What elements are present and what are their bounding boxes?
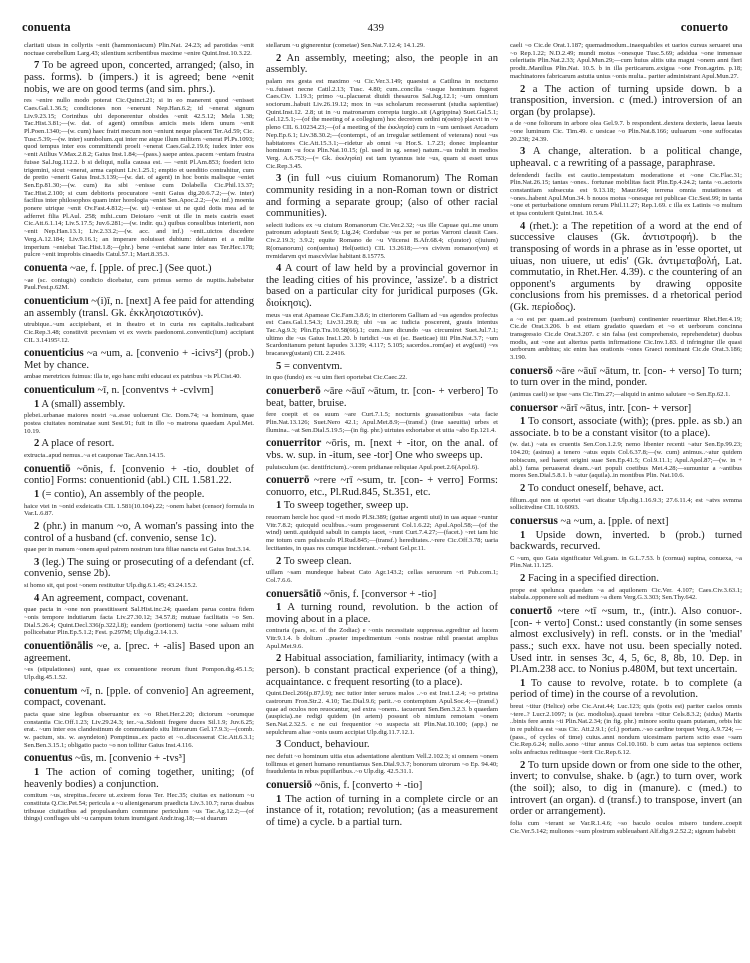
- sense-number: 4: [276, 263, 282, 275]
- headword: conuenticulum: [24, 384, 95, 397]
- citation-block: in quo (fundo) ex ~u uim fieri oportebat Cic.Caec.22.: [266, 374, 408, 382]
- column-middle: [266, 42, 498, 952]
- citation-block: prope est spelunca quaedam ~a ad aquilonem Cic.Ver. 4.107; Caes.Civ.3.63.1; stabula..opponere soli ad medium ~a diem Verg.G.3.303; Sen.Thy.642.: [510, 586, 742, 602]
- sense-number: 1: [520, 416, 526, 428]
- dictionary-entry: [510, 606, 742, 676]
- sense-definition: 1 Upside down, inverted. b (prob.) turned backwards, recurved.: [510, 529, 742, 553]
- citation-block: utrubique..~um accipiebant, et in theatro et in curia res capitalis..iudicabant Cic.Rep.3.48; constitvit pecvniam vt ex vsvris paedonomi..conventic(ium) accipiant CIL 3.14195².12.: [24, 321, 254, 344]
- entry-definition: ~āre ~āuī ~ātum, tr. [con- + verbero] To beat, batter, bruise.: [266, 386, 498, 409]
- sense-definition: 4 (rhet.): a The repetition of a word at the end of successive clauses (Gk. ἀντιστροφή). b the transposing of words in a phrase as in 'esse oportet, ut uiuas, non uiuere, ut edis' (Gk. ἀντιμεταβολή, Lat. commutatio, in Rhet.Her. 4.39). c the countering of an opponent's arguments by drawing opposite conclusions from his premisses. d a rhetorical period (Gk. περίοδος).: [510, 220, 742, 313]
- citation-block: reuorram hercle hoc quod ~ri modo Pl.St.389; (guttae argenti uiui) in uas aquae ~runtur Vitr.7.8.2; quicquid oculibus..~sum progesserunt Col.1.6.22; Apul.Apol.58;—(of the wind) uenti..quidquid sabuli in campis iacet, ~runt Curt.7.4.27;—(facet.) ~ret iam hic me totum cum pulsisculo Pl.Rud.845;—(transf.) hereditates..~rere Cic.Off.3.78; uaria lectitantes, in quas res cumque inciderant..~rebant Gel.pr.11.: [266, 514, 498, 552]
- column-right: [510, 42, 742, 952]
- entry-definition: ~a ~um, a. [convenio + -icivs²] (prob.) Met by chance.: [24, 348, 254, 371]
- dictionary-entry: [266, 780, 498, 792]
- citation-block: uillam ~sam mundeque habeat Cato Agr.143.2; cellas seruorum ~ri Pub.com.1; Col.7.6.6.: [266, 569, 498, 584]
- citation-block: stellarum ~u gignerentur (cometae) Sen.Nat.7.12.4; 14.1.29.: [266, 42, 425, 49]
- citation-block: ambae meretrices fuimus: illa te, ego hanc mihi educaui ex patribus ~is Pl.Cist.40.: [24, 373, 242, 381]
- sense-definition: 4 An agreement, compact, covenant.: [34, 592, 189, 604]
- sense-number: 2: [520, 83, 526, 95]
- sense-definition: 3 Conduct, behaviour.: [276, 739, 370, 751]
- sense-definition: 1 (= contio), An assembly of the people.: [34, 488, 205, 500]
- sense-number: 1: [276, 500, 282, 512]
- sense-definition: 2 An assembly, meeting; also, the people in an assembly.: [266, 52, 498, 76]
- dictionary-entry: [510, 516, 742, 528]
- sense-number: 3: [520, 146, 526, 158]
- page-columns: [24, 42, 742, 952]
- sense-number: 2: [520, 759, 526, 771]
- sense-number: 3: [276, 173, 282, 185]
- dictionary-entry: [24, 686, 254, 709]
- sense-number: 1: [34, 488, 40, 500]
- sense-definition: 3 A change, alteration. b a political change, upheaval. c a rewriting of a passage, paraphrase.: [510, 146, 742, 169]
- sense-definition: 3 (in full ~us ciuium Romanorum) The Roman community residing in a non-Roman town or district and forming a separate group; (also of other racial communities).: [266, 173, 498, 220]
- entry-definition: ~tere ~tī ~sum, tr., (intr.). Also conuor-. [con- + verto] Const.: used constantly (in some senses almost exclusively) in refl. consts. or in the 'medial' pass.; such exx. have not usu. been specially noted. Used intr. in senses 3c, 4, 5, 6c, 8, 8b, 10. Dep. in Pl.Am.238 acc. to Nonius p.480M, but text uncertain.: [510, 606, 742, 676]
- entry-definition: ~ī, n. [conventvs + -cvlvm]: [94, 385, 214, 397]
- headword: conuerberō: [266, 385, 321, 398]
- sense-number: 5: [276, 360, 282, 372]
- headword: conuentiō: [24, 462, 71, 475]
- sense-definition: 2 a The action of turning upside down. b a transposition, inversion. c (med.) introversion of an organ (by prolapse).: [510, 83, 742, 118]
- running-head-right: conuerto: [680, 20, 728, 34]
- headword: conuenta: [24, 261, 68, 274]
- citation-block: ~es (stipulationes) sunt, quae ex conuentione reorum fiunt Pompon.dig.45.1.5; Ulp.dig.45.1.52.: [24, 666, 254, 681]
- citation-block: meus ~us erat Apameae Cic.Fam.3.8.6; in citeriorem Galliam ad ~us agendos profectus est Caes.Gal.1.54.3; Liv.31.29.8; ubi ~us ac iudicia poscerent, grauis intentus Tac.Ag.9.3; Plin.Ep.Tra.10.58(66).1; cum..iure dicundo ~us circumiret Suet.Jul.7.1; ultimo die ~us Gaius Inst.1.20. b iuridici ~us ei (sc. Baeticae) iiii Plin.Nat.3.7; ~um Scardonitanum petunt Iapudes 3.139; 4.117; 5.105; sacerdos..rom(ae) et avg(usti) ~vs bracaravg(ustani) CIL 2.2416.: [266, 311, 498, 358]
- headword: conuersō: [510, 364, 553, 377]
- sense-number: 4: [520, 220, 526, 232]
- citation-block: quae per in manum ~onem apud patrem nostrum iura filiae nancta est Gaius Inst.3.14.: [24, 546, 251, 554]
- sense-definition: 2 Facing in a specified direction.: [520, 573, 659, 585]
- entry-definition: ~ōnis, f. [convenio + -tio, doublet of contio] Forms: conuentionid (abl.) CIL 1.581.22.: [24, 463, 254, 487]
- sense-definition: 2 To sweep clean.: [276, 555, 352, 567]
- dictionary-entry: [24, 464, 254, 487]
- dictionary-entry: [24, 296, 254, 319]
- sense-definition: 1 To sweep together, sweep up.: [276, 500, 409, 512]
- citation-block: fere coepit et os suum ~are Curt.7.1.5; nocturnis grassationibus ~ata facie Plin.Nat.13.126; Suet.Nero 42.1; Apul.Met.8.9;—(transf.) (irae saeuitia) urbes et flumina.. ~at Sen.Dial.5.19.5;—(in fig. phr.) uirtutes exhortabor et uitia ~abo Ep.121.4.: [266, 411, 498, 434]
- sense-definition: 5 = conventvm.: [276, 360, 343, 372]
- sense-number: 3: [276, 739, 282, 751]
- headword: conuentum: [24, 684, 78, 697]
- citation-block: (animus caeli) se ipse ~ans Cic.Tim.27;—aliquid in animo salutare ~o Sen.Ep.62.1.: [510, 390, 731, 398]
- sense-number: 1: [34, 767, 40, 778]
- citation-block: a ~o est per quam..ad postremum (uerbum) continenter reuertimur Rhet.Her.4.19; Cic.de Orat.3.206. b est etiam gradatio quaedam et ~o et uerborum concinna transgressio Cic.de Orat.3.207. c sin falsa (est comprehensio, reprehendetur) duobus modis, aut ~one aut alterius partis infirmatione Cic.Inv.1.83. d infringitur ille quasi uerborum ambitus; sic enim has orationis ~ones Graeci nominant Cic.de Orat.3.186; 3.190.: [510, 315, 742, 362]
- citation-block: defendendi facilis est cautio..tempestatum moderatione et ~one Cic.Flac.31; Plin.Nat.26.15; tantas ~ones.. fortunae mobilitas facit Plin.Ep.4.24.2; tanta ~o..actoris constantiam subsecuta est 9.13.18; Maur.664; terrena omnia mutationes et ~ones..habent Apul.Mun.34. b nouos motus ~onesque rei publicae Cic.Sest.99; in tanta ~one et perturbatione omnium rerum Phil.11.27; Rep.1.69. c illa ex Latinis ~o multum et ipsa contulerit Quint.Inst. 10.5.4.: [510, 171, 742, 218]
- headword: conuentiōnālis: [24, 640, 94, 653]
- page-number: 439: [367, 22, 384, 34]
- entry-definition: ~e, a. [prec. + -alis] Based upon an agreement.: [24, 641, 254, 664]
- entry-definition: ~rere ~rī ~sum, tr. [con- + verro] Forms: conuorro, etc., Pl.Rud.845, St.351, etc.: [266, 475, 498, 498]
- headword: conuersus: [510, 514, 558, 527]
- dictionary-entry: [510, 366, 742, 389]
- headword: conuenticius: [24, 347, 84, 360]
- citation-block: comitum ~us, strepitus..fecere ut..exirem foras Ter. Hec.35; ciuitas ex nationum ~u constituta Q.Cic.Pet.54; pericula a ~u alienigenarum praedicta Liv.3.10.7; rarus duabus tribusue ciuitatibus ad propulsandum commune periculum ~us Tac.Ag.12.2;—(of things) confluges ubi ~u campum totum inumigant Andr.trag.18;—si duarum: [24, 792, 254, 823]
- dictionary-entry: [24, 263, 254, 275]
- headword: conuenticium: [24, 294, 89, 307]
- entry-definition: ~ōris, m. [next + -itor, on the anal. of vbs. w. sup. in -itum, see -tor] One who sweeps up.: [266, 438, 498, 461]
- sense-number: 2: [520, 482, 526, 494]
- headword: conuentus: [24, 752, 73, 765]
- running-head-left: conuenta: [22, 20, 71, 34]
- headword: conuersātiō: [266, 587, 322, 600]
- sense-number: 1: [34, 398, 40, 410]
- sense-number: 1: [276, 602, 282, 614]
- entry-definition: ~ārī ~ātus, intr. [con- + versor]: [557, 402, 692, 414]
- sense-number: 4: [34, 592, 40, 604]
- citation-block: plebei..urbanae maiores nostri ~a..esse uoluerunt Cic. Dom.74; ~a hominum, quae postea ciuitates nominatae sunt Sest.91; fuit in illo ~o matrona quaedam Apul.Met. 10.19.: [24, 412, 254, 435]
- citation-block: haice vtei in ~onid exdeicatis CIL 1.581(10.104).22; ~onem habet (censor) formula in Var.L.6.87.: [24, 502, 254, 518]
- headword: conuertō: [510, 605, 553, 618]
- headword: conuersiō: [266, 779, 312, 792]
- entry-definition: ~ōnis, f. [converto + -tio]: [312, 780, 423, 792]
- dictionary-entry: [266, 475, 498, 498]
- entry-definition: ~a ~um, a. [pple. of next]: [557, 515, 669, 527]
- running-head: [22, 20, 728, 36]
- entry-definition: ~ae, f. [pple. of prec.] (See quot.): [67, 262, 212, 274]
- sense-definition: 2 To conduct oneself, behave, act.: [520, 482, 664, 494]
- entry-definition: ~āre ~āuī ~ātum, tr. [con- + verso] To turn; to turn over in the mind, ponder.: [510, 365, 742, 389]
- citation-block: claritati uisus in collyriis ~enit (hammoniacum) Plin.Nat. 24.23; ad parotidas ~enit noctuae cerebellum Larg.43; silentium scribentibus maxime ~enire Quint.Inst.10.3.22.: [24, 42, 254, 57]
- sense-number: 2: [276, 52, 282, 64]
- sense-definition: 1 The action of turning in a complete circle or an instance of it, rotation; revolution; (as a measurement of time) a cycle. b a partial turn.: [266, 793, 498, 828]
- sense-definition: 1 A (small) assembly.: [34, 398, 126, 410]
- sense-number: 7: [34, 60, 40, 72]
- sense-definition: 7 To be agreed upon, concerted, arranged; (also, in pass. forms). b (impers.) it is agreed; bene ~enit nobis, we are on good terms (and sim. phrs.).: [24, 60, 254, 95]
- entry-definition: ~ūs, m. [convenio + -tvs³]: [72, 753, 186, 765]
- citation-block: folia cum ~terant se Var.R.1.4.6; ~so baculo oculos misero tundere..coepit Cic.Ver.5.142; muliones ~sum plostrum subleuabant Alf.dig.9.2.52.2; signum habebit: [510, 819, 742, 835]
- column-left: [24, 42, 254, 952]
- headword: conuerritor: [266, 437, 322, 450]
- citation-block: nec defuit ~o hominum uitia eius adsentatione alentium Vell.2.102.3; si omnem ~onem tollimus et generi humano renuntiamus Sen.Dial.9.3.7; bonorum uirorum ~o Ep. 94.40; fraudulenta in rebus pupillaribus..~o Ulp.dig. 42.5.31.1.: [266, 753, 498, 776]
- citation-block: palam res gesta est maximo ~u Cic.Ver.3.149; quaesiui a Catilina in nocturno ~u..fuisset necne Catil.2.13; Tusc. 4.80; cum..concilia ~usque hominum fugeret Caes.Civ. 1.19.3; primo ~u..placuerat diuidi thesauros Sal.Jug.12.1; ~um omnium sociorum..habuit Liv.26.19.12; mox in ~us scholarum recesserunt (studia sapientiae) Quint.Inst.12. 2.8; ut in ~u matronarum correpta iurgio..sit (Agrippina) Suet.Gal.5.1; Gel.12.5.1;—(of the meeting of a collegium) hoc decretvm ordini n(ostro) placvit in ~v pleno CIL 6.10234.23;—(of a meeting of the ἐκκλησία) cum in ~um uenisset Arcadum Nep.Ep.6.1; Liv.38.30.2;—(contempt., of an irregular settlement of veterans) noui ~us habitatores Cic.Att.15.3.1;—ridetur ab omni ~u Hor.S. 1.7.23; donec impleantur hominum ~u foca Plin.Nat.10.15; (pl. used in sg. sense) natum..~us trahit in medios Verg. A.6.753;—(= Gk. ἐκκλησία) est tam tyrannus iste ~us, quam si esset unus Cic.Rep.3.45.: [266, 77, 498, 170]
- entry-definition: ~(i)ī, n. [next] A fee paid for attending an assembly (transl. Gk. ἐκκλησιαστικόν).: [24, 295, 254, 319]
- headword: conuersor: [510, 401, 558, 414]
- citation-block: (w. dat.) ~ata es cruentis Sen.Con.1.2.9; nemo libenter recenti ~atur Sen.Ep.99.23; 104.20; (asinus) a tenero ~atus equis Col.6.37.8;—(w. cum) animus..~atur quidem nobiscum, sed haeret origini suae Sen.Ep.41.5; Col.9.11.1; Apul.Apol.87;—(w. in + abl.) fama peruaserat deam..~ari populi coetibus Met.4.28;—sumuntur a ~antibus mores Sen.Dial.5.8.1. b ~atur (aquila)..in montibus Plin. Nat.10.6.: [510, 441, 742, 480]
- entry-definition: ~ī, n. [pple. of convenio] An agreement, compact, covenant.: [24, 685, 254, 709]
- sense-definition: 1 A turning round, revolution. b the action of moving about in a place.: [266, 602, 498, 625]
- citation-block: breui ~titur (Helice) orbe Cic.Arat.44; Luc.123; quis (potis est) pariter caelos omnis ~tere..? Lucr.2.1097; is (sc. modiolus)..quasi terebra ~titur Cels.8.3.2; (sidus) Martis ..binis fere annis ~ti Plin.Nat.2.34; (in fig. phr.) minore sonitu quam putaram, orbis hic in re publica est ~sus Cic. Att.2.9.1; (cf.) portam..~so cardine torquet Verg.A.9.724; —(pass., of cycles of time) cuius..anni nondum uicesimam partem scito esse ~sam Cic.Rep.6.24; nullo..sono ~titur annus Col.10.160. b cum aetas tua septenos octiens solis anfractus reditusque ~terit Cic.Rep.6.12.: [510, 702, 742, 757]
- citation-block: selecti iudices ex ~u ciuium Romanorum Cic.Ver.2.32; ~us ille Capuae qui..me unum patronum adoptauit Sest.9; Lig.24; Cordubae ~us per se portas Varroni clausit Caes. Civ.2.19.3; 3.9.2; equite Romano de ~u Vticensi B.Afr.68.4; c(urator) c(iuium) R(omanorum) con(uentus) Hel(uetici) CIL 13.2618;—~vs civivm romanor(vm) et nvmidarvm qvi mascvlvlae habitant 8.15775.: [266, 221, 498, 260]
- sense-number: 1: [520, 529, 526, 541]
- sense-number: 2: [520, 573, 526, 585]
- sense-number: 2: [34, 438, 40, 450]
- sense-number: 1: [276, 793, 282, 805]
- citation-block: ~ae (sc. coniugis) condicio dicebatur, cum primus sermo de nuptiis..habebatur Paul.Fest.p.62M.: [24, 276, 254, 292]
- citation-block: filium..qui non ut oportet ~ari dicatur Ulp.dig.1.16.9.3; 27.6.11.4; est ~atvs svmma sollicitvdine CIL 10.6093.: [510, 496, 742, 512]
- sense-definition: 4 A court of law held by a provincial governor in the leading cities of his province, 'assize'. b a district based on a particular city for juridical purposes (Gk. διοίκησις).: [266, 263, 498, 309]
- entry-definition: ~ōnis, f. [conversor + -tio]: [321, 588, 437, 600]
- citation-block: res ~enire nullo modo poterat Cic.Quinct.21; si in eo manerent quod ~enisset Caes.Gal.1.36.5; condiciones non ~enerunt Nep.Han.6.2; id ~enerat signum Liv.9.23.15; Corinthus ubi deponerentur obsides ~enit 42.5.12; Mela 1.38; Tac.Hist.3.81;—(w. dat. of agent) omnibus amicis meis idem unum ~enit Pl.Poen.1340;—(w. cum) haec fratri mecum non ~eniunt neque placent Ter.Ad.59; Cic. Tusc.5.39;—(w. inter) sumbolum..qui inter me atque illum militem ~enerat Pl.Ps.1093; quod tempus inter eos committendi proeli ~enerat Caes.Gal.2.19.6; iudex inter eos ~enit Atilius V.Max.2.8.2; Gaius Inst.1.84;—(pass.) saepe antea..pacem ~entam frustra fuisse Sal.Jug.112.2. b si deliqui, nulla caussa est. — ~enit Pl.Am.853; foederi icto trigemini, sicut ~enerat, arma capiunt Liv.1.25.1; emptio et uenditio contrahitur, cum de pretio ~enerit Gaius Inst.3.139;—(w. dat. of agent) in hoc bonis malisque ~eniet Sen.Ep.81.30;—(w. cum) ita sibi ~enisse cum Dolabella Cic.Phil.13.37; Tac.Hist.2.100; si cum debitoris procuratore ~enit Gaius dig.20.6.7.2;—(w. inter) facilius inter philosophos quam inter horologia ~eniet Sen.Apoc.2.2;—(w. inf.) moenia ponere utrique ~enit Ov.Fast.4.812;—(w. ut) ~enisse ut ne quid dotis mea ad te adferret filia Pl.Aul. 258; mihi..cum Deiotaro ~enit ut ille in meis castris esset Cic.Att.6.1.14; Liv.5.17.5; Juv.6.281;—(w. indir. qu.) quibus consulibus interierit, non ~enit Nep.Han.13.1; Liv.2.33.2;—(w. acc. and inf.) ~enit..uictos discedere Verg.A.12.184; Liv.9.16.1; an imperare noluisset dubium: delatum ei a milite imperium ~eniebat Tac.Hist.1.8;—(phr.) bene ~eniebat sane inter eas Ter.Hec.178; pulcre ~enit improbis cinaedis Catul.57.1; Mart.8.35.3.: [24, 97, 254, 259]
- sense-definition: 1 The action of coming together, uniting; (of heavenly bodies) a conjunction.: [24, 767, 254, 790]
- headword: conuerrō: [266, 474, 310, 487]
- sense-number: 3: [34, 556, 40, 568]
- sense-definition: 3 (leg.) The suing or prosecuting of a defendant (cf. convenio, sense 2b).: [24, 556, 254, 580]
- sense-definition: 2 (phr.) in manum ~o, A woman's passing into the control of a husband (cf. convenio, sense 1c).: [24, 520, 254, 544]
- citation-block: Quint.Decl.266(p.87,l.9); nec tutior inter seruos malos ..~o est Inst.1.2.4; ~o pristina castrorum Fron.Str.2. 4.10; Tac.Dial.9.6; parit..~o contemptum Apul.Soc.4;—(transf.) quae ad oculos non reuocantur, sed extra ~onem.. iacuerunt Sen.Ben.3.2.3. b quaedam (auspicia)..ne redigi quidem (in artem) possunt ob nimium remotam ~onem Sen.Nat.2.32.5. c ne cui frequentior ~o suspecta sit Plin.Nat.10.100; (app.) ne sepulchrum aliae ~onis usum accipiat Ulp.dig.11.7.12.1.: [266, 690, 498, 736]
- citation-block: a de ~one foliorum in arbore olea Gel.9.7. b respondent..dextera dexteris, laeua laeuis ~one luminum Cic. Tim.49. c uesicae ~o Plin.Nat.8.166; uuluarum ~one suffocatas 20.238; 24.39.: [510, 120, 742, 143]
- sense-definition: 1 To consort, associate (with); (pres. pple. as sb.) an associate. b to be a constant visitor (to a place).: [510, 416, 742, 439]
- dictionary-entry: [266, 438, 498, 461]
- sense-definition: 1 To cause to revolve, rotate. b to complete (a period of time) in the course of a revolution.: [510, 677, 742, 701]
- citation-block: caeli ~o Cic.de Orat.1.187; quemadmodum..inaequabiles et uarios cursus seruaret una ~o Rep.1.22; N.D.2.49; mundi motus ~onesque Tusc.5.69; adsidua ~one inmensae celeritatis Plin.Nat.2.33; Apul.Mun.29;—cum huius alitis uita magni ~onem anni fieri prodit..Manilius Plin.Nat. 10.5. b in illa perticarum..exigua ~one Fron.agrim. p.18; machinatores fabricarum astutia unius ~onis multa.. pariter administrant Apul.Mun.27.: [510, 42, 742, 80]
- dictionary-entry: [266, 386, 498, 409]
- dictionary-entry: [24, 348, 254, 371]
- dictionary-entry: [510, 403, 742, 415]
- citation-block: C ~um, quo Gaia significatur Vel.gram. in G.L.7.53. b (cornua) supina, conuexa, ~a Plin.Nat.11.125.: [510, 554, 742, 570]
- sense-definition: 2 Habitual association, familiarity, intimacy (with a person). b constant practical experience (of a thing), acquaintance. c frequent resorting (to a place).: [266, 653, 498, 688]
- sense-number: 2: [276, 653, 282, 665]
- sense-number: 1: [520, 677, 526, 689]
- citation-block: pacta quae sine legibus obseruantur ex ~o Rhet.Her.2.20; dictorum ~orumque constantia Cic.Off.1.23; Liv.29.24.3; ter..~a..Sidonii fregere duces Sil.1.9; Juv.6.25; erat.. ~um inter eos clandestinum de commutando situ litterarum Gel.17.9.3;—(comb. w. pactum, sts. w. asyndeton) Pomptinus..ex pacto et ~o..discesserat Cic.Att.6.3.1; Sen.Ben.3.15.1; obligatio pacto ~o non tollitur Gaius Inst.4.116.: [24, 710, 254, 749]
- dictionary-entry: [266, 589, 498, 601]
- dictionary-entry: [24, 641, 254, 664]
- citation-block: quae pacta in ~one non praestitissent Sal.Hist.inc.24; quaedam parua contra fidem ~onis tempore indutiarum facta Liv.27.30.12; 34.57.8; mutuae facilitatis ~o Sen. Dial.5.26.4; Quint.Decl.336(p.322,l.8); eandem (portionem) tacita ~one saluam mihi pollicebatur Plin.Ep.5.1.2; Fest. p.297M; Ulp.dig.2.14.1.3.: [24, 606, 254, 637]
- citation-block: puluisculum (sc. dentifricium)..~orem pridianae reliquiae Apul.poet.2.6(Apol.6).: [266, 463, 479, 471]
- dictionary-entry: [24, 753, 254, 765]
- citation-block: si homo sit, qui post ~onem restituitur Ulp.dig.6.1.45; 43.24.15.2.: [24, 582, 198, 589]
- sense-definition: 2 A place of resort.: [34, 438, 115, 450]
- citation-block: extructa..apud nemus..~a et cauponae Tac.Ann.14.15.: [24, 452, 166, 460]
- sense-number: 2: [34, 520, 40, 532]
- sense-definition: 2 To turn upside down or from one side to the other, invert; to convulse, shake. b (agr.) to turn over, work (the soil); also, to dig in (manure). c (med.) to introvert (an organ). d (transf.) to transpose, invert (an order or arrangement).: [510, 759, 742, 818]
- citation-block: contraria (pars, sc. of the Zodiac) e ~onis necessitate suppressa..egreditur ad lucem Vitr.9.1.4. b dolium ..praeter impedimentum ~onis nostrae nihil praestat amplius Apul.Met.9.6.: [266, 627, 498, 650]
- sense-number: 2: [276, 555, 282, 567]
- dictionary-entry: [24, 385, 254, 397]
